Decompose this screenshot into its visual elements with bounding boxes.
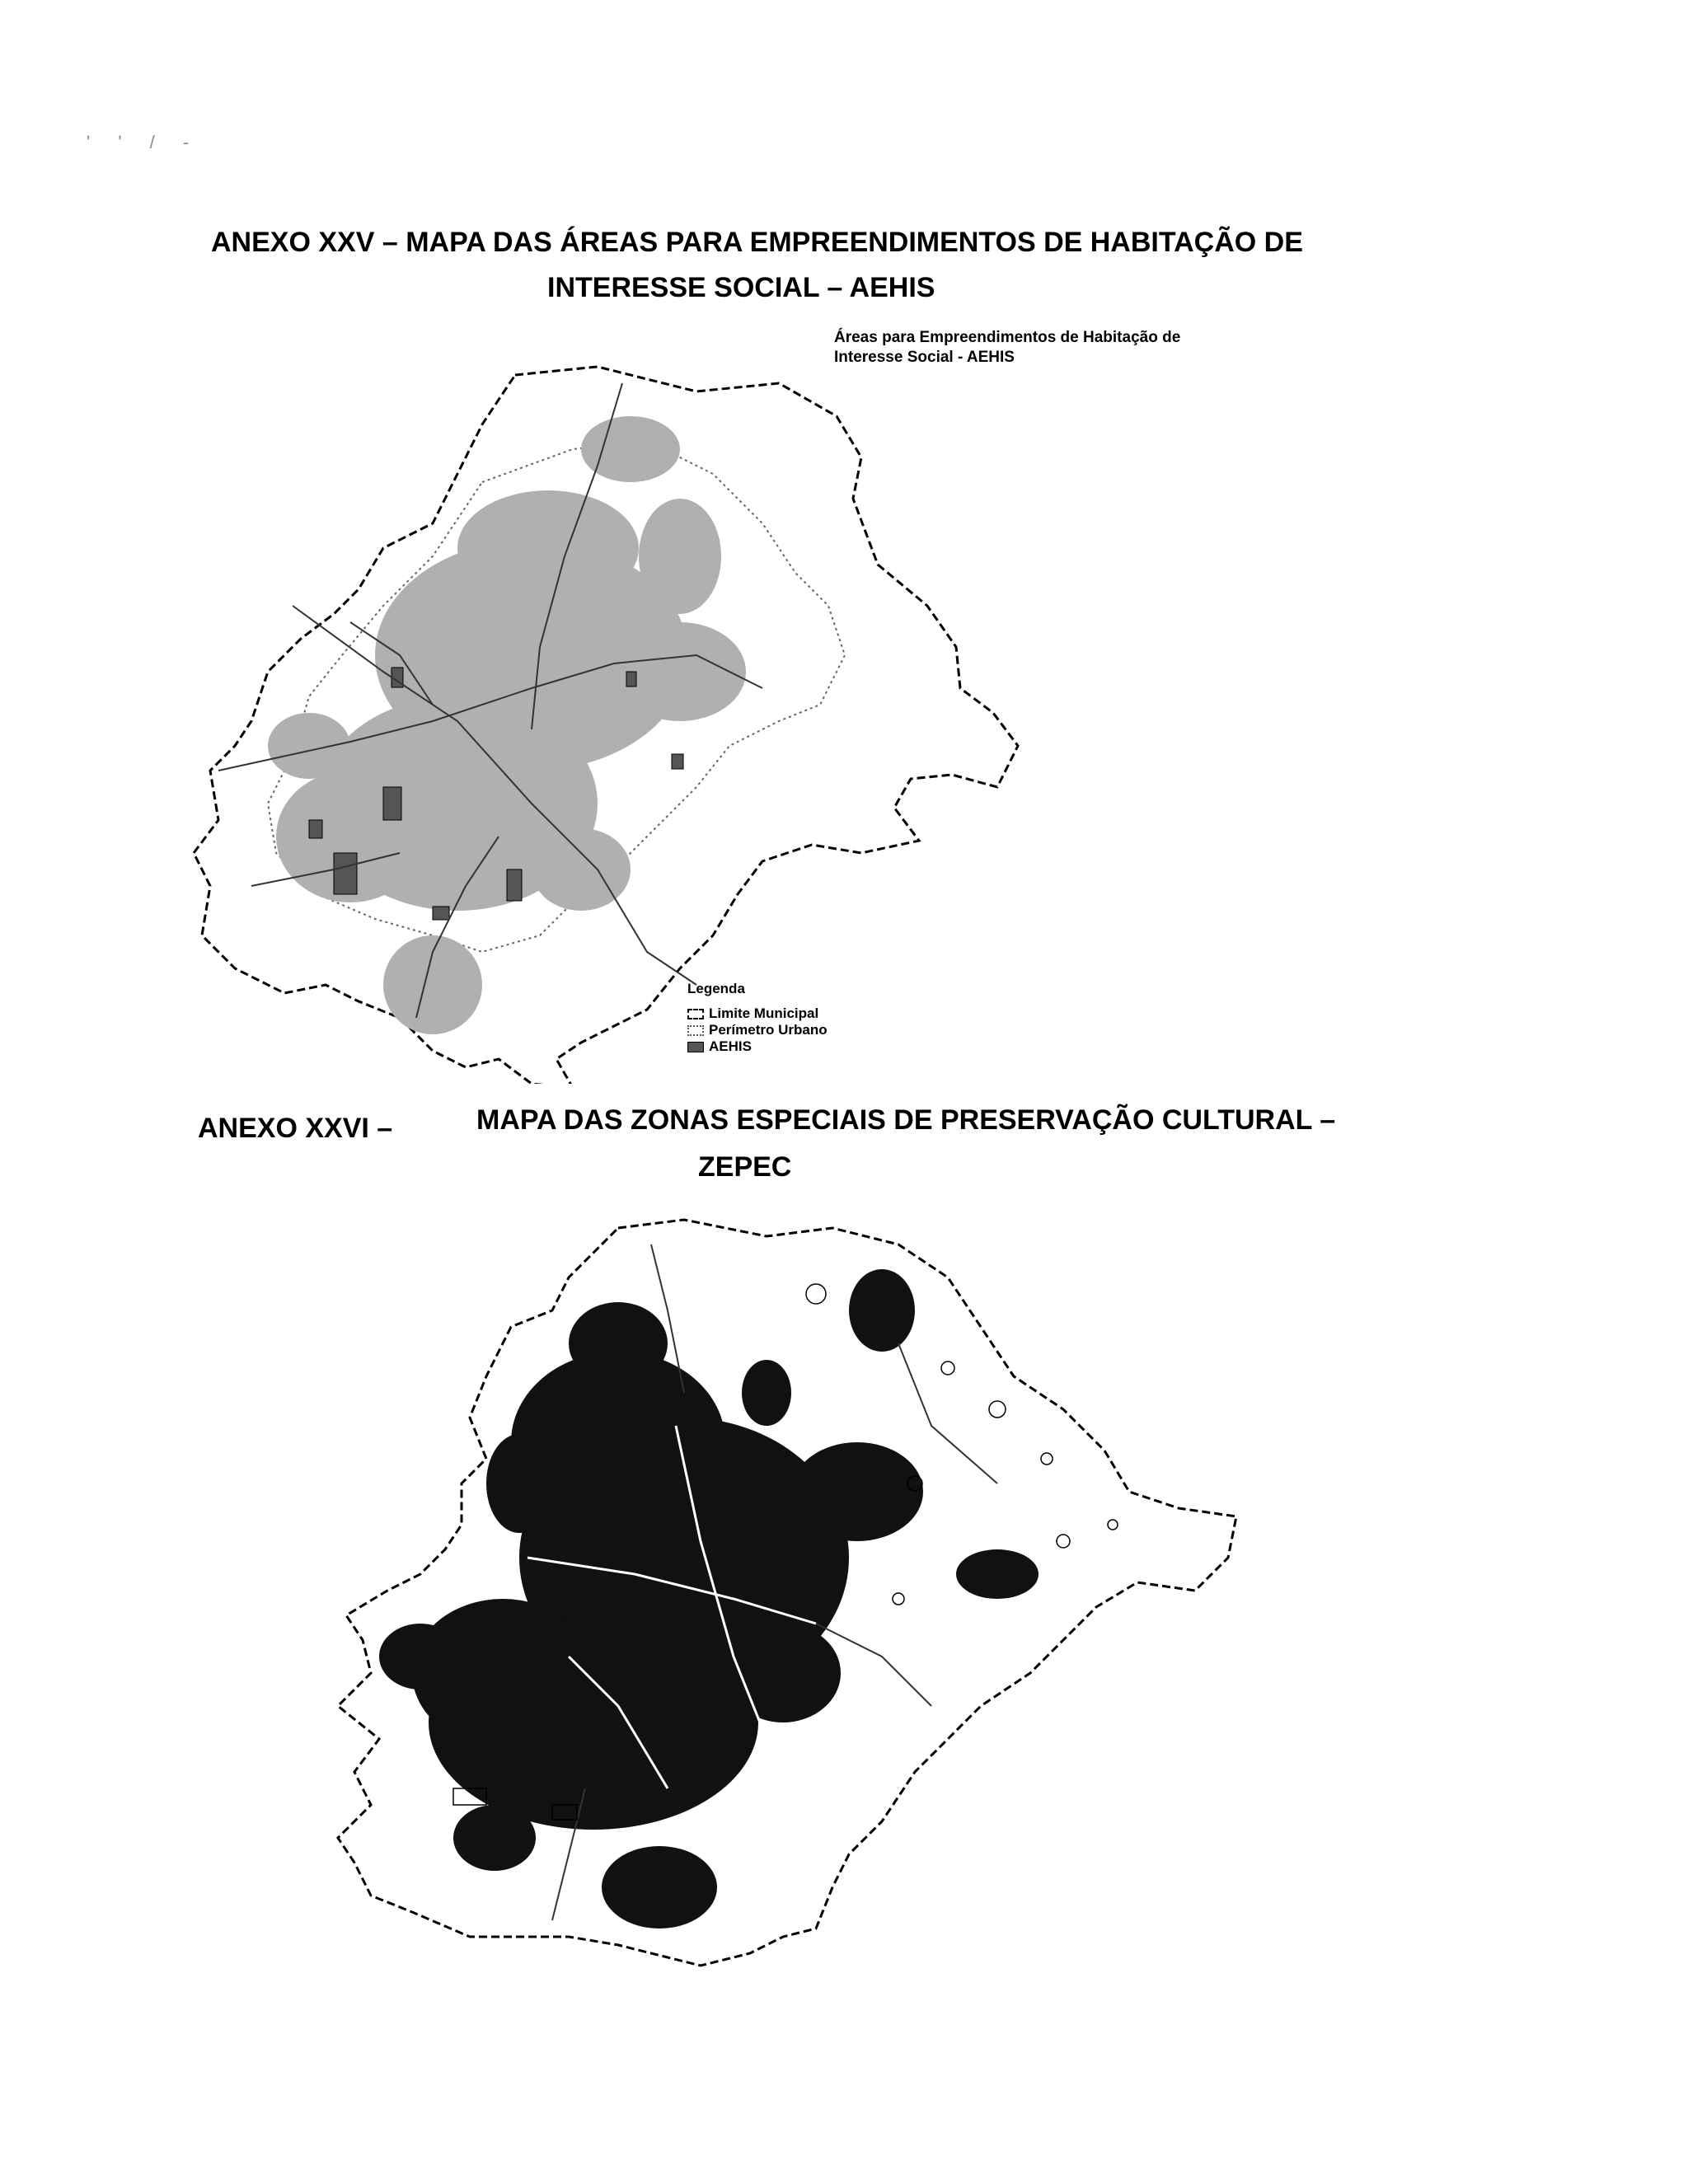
annex25-map-title-line2: Interesse Social - AEHIS — [834, 349, 1015, 366]
legend-item-limite-municipal — [687, 1005, 828, 1022]
annex26-title-line1: MAPA DAS ZONAS ESPECIAIS DE PRESERVAÇÃO CULTURAL – — [476, 1104, 1336, 1136]
legend-item-aehis — [687, 1038, 828, 1055]
legend — [687, 981, 828, 1055]
annex26-title-label: ANEXO XXVI – — [198, 1113, 393, 1144]
zepec-map — [321, 1212, 1253, 1978]
annex25-title-line1: ANEXO XXV – MAPA DAS ÁREAS PARA EMPREENDIMENTOS DE HABITAÇÃO DE — [211, 227, 1303, 258]
stray-scan-marks: ' ' / - — [87, 132, 201, 152]
legend-heading: Legenda — [687, 981, 745, 996]
dashed-outline-swatch-icon — [687, 1009, 704, 1019]
annex25-map-title-line1: Áreas para Empreendimentos de Habitação de — [834, 329, 1181, 346]
annex26-title-line2: ZEPEC — [698, 1151, 792, 1183]
annex25-title-line2: INTERESSE SOCIAL – AEHIS — [547, 272, 935, 303]
legend-label: Perímetro Urbano — [709, 1022, 828, 1038]
legend-label: Limite Municipal — [709, 1005, 819, 1021]
legend-item-perimetro-urbano — [687, 1022, 828, 1038]
dotted-outline-swatch-icon — [687, 1025, 704, 1036]
legend-label: AEHIS — [709, 1038, 752, 1054]
aehis-map — [185, 359, 1051, 1084]
dark-fill-swatch-icon — [687, 1042, 704, 1052]
